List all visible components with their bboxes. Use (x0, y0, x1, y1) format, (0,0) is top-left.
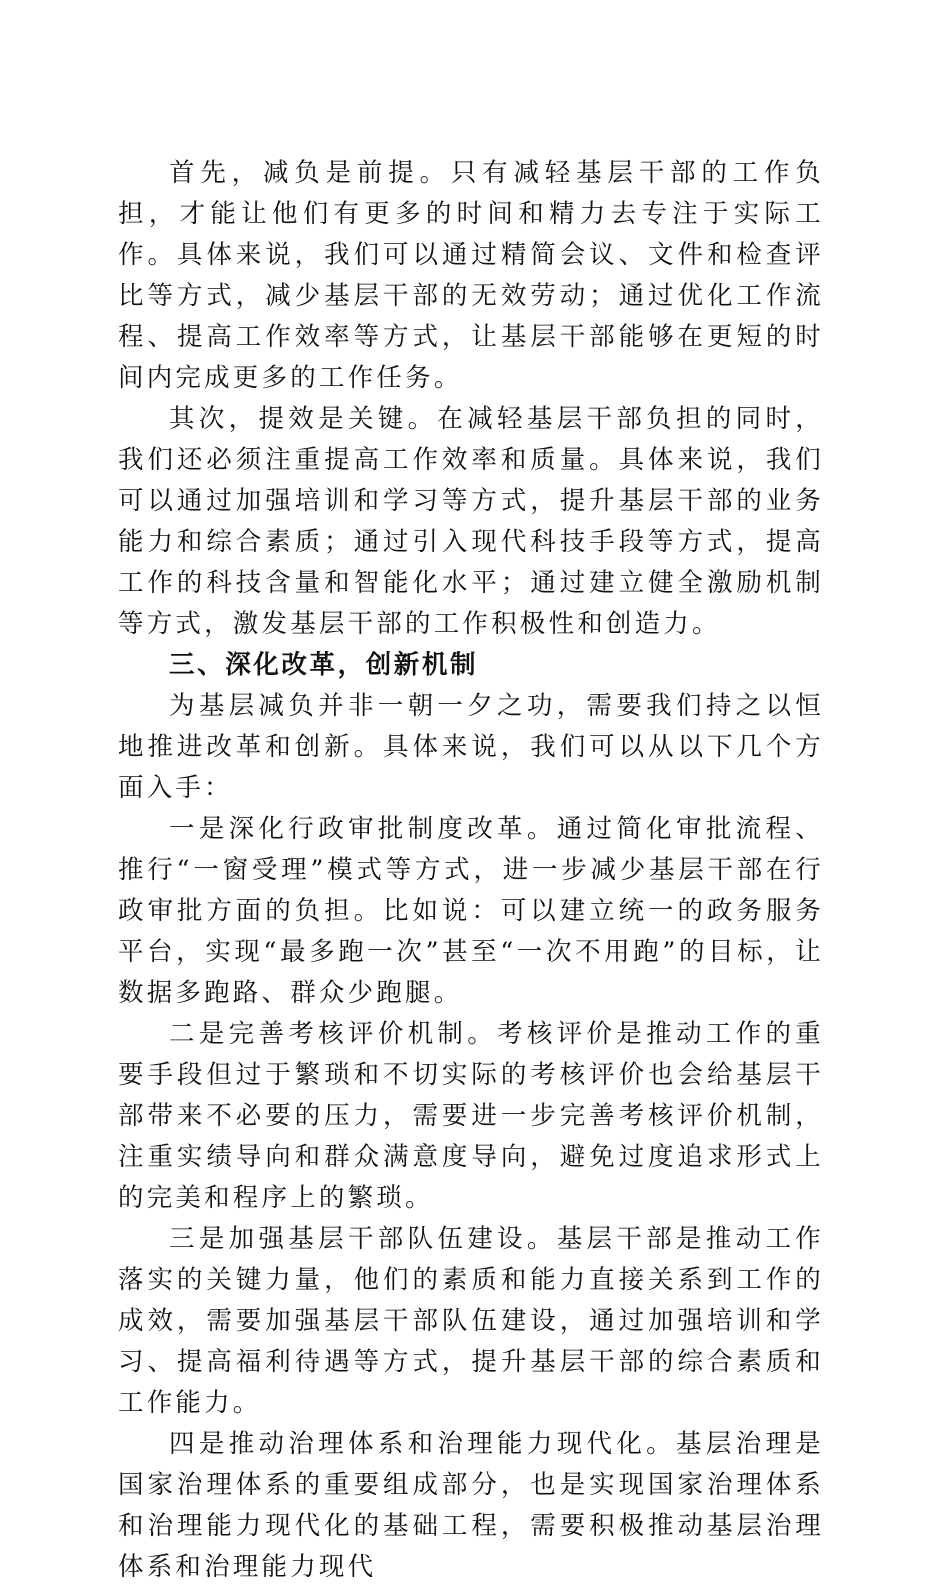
paragraph-admin-approval: 一是深化行政审批制度改革。通过简化审批流程、推行“一窗受理”模式等方式，进一步减少基层干部在行政审批方面的负担。比如说：可以建立统一的政务服务平台，实现“最多跑一次”甚至“一次不用跑”的目标，让数据多跑路、群众少跑腿。 (118, 814, 824, 1008)
section-heading-reform: 三、深化改革，创新机制 (169, 650, 479, 680)
paragraph-reduce-burden: 首先，减负是前提。只有减轻基层干部的工作负担，才能让他们有更多的时间和精力去专注于实际工作。具体来说，我们可以通过精简会议、文件和检查评比等方式，减少基层干部的无效劳动；通过优化工作流程、提高工作效率等方式，让基层干部能够在更短的时间内完成更多的工作任务。 (118, 158, 824, 393)
paragraph-assessment: 二是完善考核评价机制。考核评价是推动工作的重要手段但过于繁琐和不切实际的考核评价也会给基层干部带来不必要的压力，需要进一步完善考核评价机制，注重实绩导向和群众满意度导向，避免过度追求形式上的完美和程序上的繁琐。 (118, 1019, 824, 1213)
paragraph-reform-intro: 为基层减负并非一朝一夕之功，需要我们持之以恒地推进改革和创新。具体来说，我们可以从以下几个方面入手： (118, 691, 824, 803)
paragraph-governance: 四是推动治理体系和治理能力现代化。基层治理是国家治理体系的重要组成部分，也是实现国家治理体系和治理能力现代化的基础工程，需要积极推动基层治理体系和治理能力现代 (118, 1429, 824, 1582)
paragraph-improve-efficiency: 其次，提效是关键。在减轻基层干部负担的同时，我们还必须注重提高工作效率和质量。具体来说，我们可以通过加强培训和学习等方式，提升基层干部的业务能力和综合素质；通过引入现代科技手段等方式，提高工作的科技含量和智能化水平；通过建立健全激励机制等方式，激发基层干部的工作积极性和创造力。 (118, 404, 824, 639)
document-body (118, 153, 824, 1588)
paragraph-cadre-team: 三是加强基层干部队伍建设。基层干部是推动工作落实的关键力量，他们的素质和能力直接关系到工作的成效，需要加强基层干部队伍建设，通过加强培训和学习、提高福利待遇等方式，提升基层干部的综合素质和工作能力。 (118, 1224, 824, 1418)
